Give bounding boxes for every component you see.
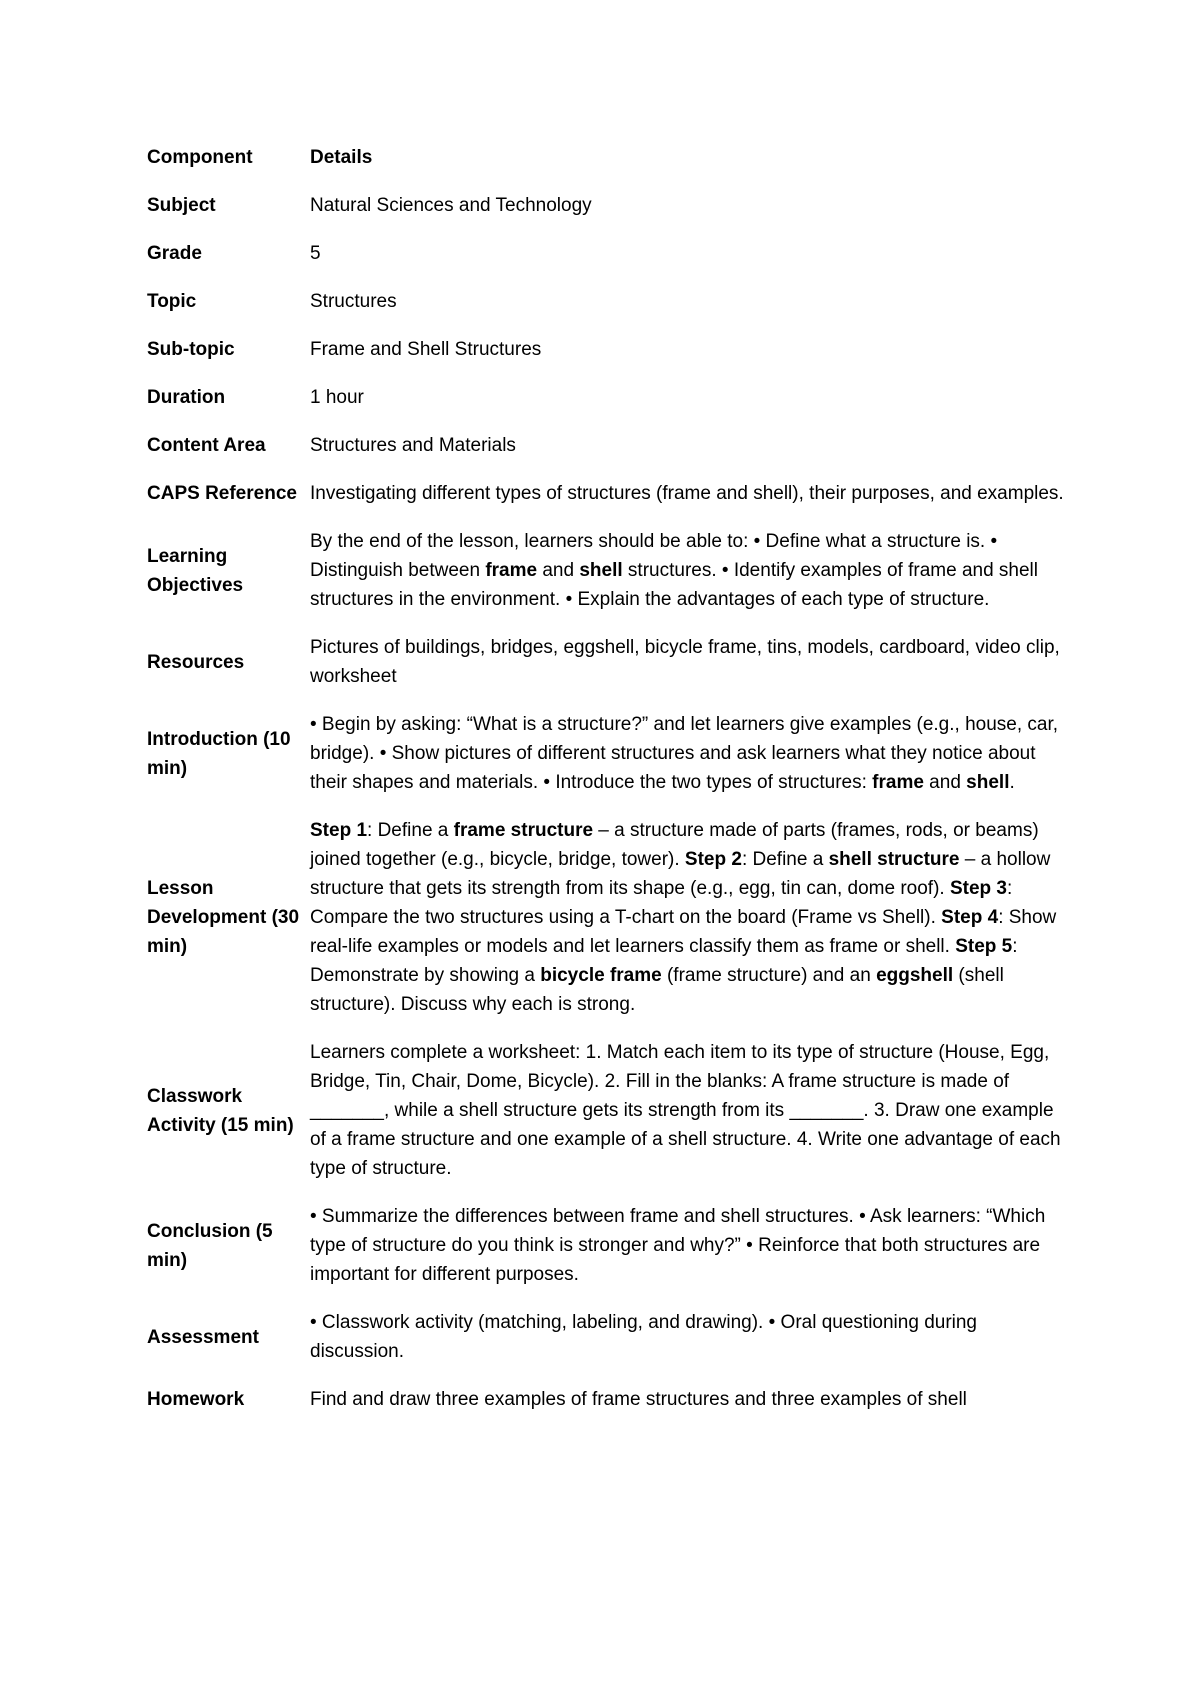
row-value: Frame and Shell Structures	[310, 339, 542, 360]
row-label: Duration	[147, 387, 226, 408]
row-label: Topic	[147, 291, 197, 312]
row-value: Learners complete a worksheet: 1. Match each item to its type of structure (House, Egg, Bridge, Tin, Chair, Dome, Bicycle). 2. Fill in the blanks: A frame structure is made of _______, while a shell structure gets its strength from its _______. 3. Draw one example of a frame structure and one example of a shell structure. 4. Write one advantage of each type of structure.	[310, 1042, 1061, 1179]
header-component: Component	[147, 147, 253, 168]
table-row-duration	[147, 383, 1067, 431]
row-value: Natural Sciences and Technology	[310, 195, 592, 216]
row-label: Classwork Activity (15 min)	[147, 1085, 294, 1136]
row-label: CAPS Reference	[147, 483, 297, 504]
table-header-row	[147, 143, 1067, 191]
lesson-step-3: Step 3	[949, 878, 1008, 899]
lesson-step-5: Step 5	[955, 936, 1013, 957]
row-value: • Summarize the differences between frame and shell structures. • Ask learners: “Which type of structure do you think is stronger and why?” • Reinforce that both structures are important for different purposes.	[310, 1206, 1046, 1285]
objectives-intro: By the end of the lesson, learners should be able to: • Define what a structure is. • Distinguish between	[310, 531, 998, 581]
lesson-text-2a: : Define a	[741, 849, 829, 870]
row-label: Subject	[147, 195, 216, 216]
row-label: Learning Objectives	[147, 545, 244, 596]
objectives-rest: structures. • Identify examples of frame and shell structures in the environment. • Explain the advantages of each type of structure.	[310, 560, 1038, 610]
lesson-bold-5b: eggshell	[876, 965, 954, 986]
row-label: Assessment	[147, 1326, 259, 1348]
table-row-caps-reference	[147, 479, 1067, 527]
lesson-text-1a: : Define a	[367, 820, 454, 841]
row-value: • Classwork activity (matching, labeling, and drawing). • Oral questioning during discussion.	[310, 1312, 978, 1362]
lesson-step-4: Step 4	[941, 907, 999, 928]
row-label: Conclusion (5 min)	[147, 1220, 273, 1271]
row-value: Find and draw three examples of frame structures and three examples of shell	[310, 1389, 967, 1410]
table-row-topic	[147, 287, 1067, 335]
row-value: 5	[310, 243, 321, 264]
row-value	[310, 527, 1067, 633]
table-row-subject	[147, 191, 1067, 239]
introduction-and: and	[923, 772, 967, 793]
row-value: Investigating different types of structures (frame and shell), their purposes, and examples.	[310, 483, 1064, 504]
row-label: Resources	[147, 651, 245, 673]
table-row-learning-objectives	[147, 527, 1067, 633]
row-label: Content Area	[147, 435, 266, 456]
header-details: Details	[310, 147, 373, 168]
table-row-classwork	[147, 1038, 1067, 1202]
row-label: Introduction (10 min)	[147, 728, 291, 779]
objectives-and: and	[537, 560, 580, 581]
table-row-grade	[147, 239, 1067, 287]
table-row-content-area	[147, 431, 1067, 479]
introduction-end: .	[1009, 772, 1015, 793]
objectives-shell: shell	[579, 560, 623, 581]
row-value: Structures	[310, 291, 397, 312]
table-row-conclusion	[147, 1202, 1067, 1308]
row-label: Lesson Development (30 min)	[147, 878, 300, 957]
row-value: Pictures of buildings, bridges, eggshell, bicycle frame, tins, models, cardboard, video clip, worksheet	[310, 637, 1060, 687]
row-value: Structures and Materials	[310, 435, 516, 456]
objectives-frame: frame	[485, 560, 538, 581]
table-row-lesson-development	[147, 816, 1067, 1038]
lesson-plan-table	[147, 143, 1067, 1414]
lesson-step-2: Step 2	[684, 849, 742, 870]
lesson-text-5b: (frame structure) and an	[661, 965, 877, 986]
lesson-bold-5a: bicycle frame	[540, 965, 662, 986]
introduction-text: • Begin by asking: “What is a structure?” and let learners give examples (e.g., house, car, bridge). • Show pictures of different structures and ask learners what they notice about their shapes and materials. • Introduce the two types of structures:	[310, 714, 1059, 793]
introduction-shell: shell	[966, 772, 1010, 793]
row-label: Sub-topic	[147, 339, 235, 360]
lesson-text-1b: – a structure made of parts (frames, rods, or beams) joined together (e.g., bicycle, bridge, tower).	[310, 820, 1039, 870]
table-row-introduction	[147, 710, 1067, 816]
lesson-text-4: : Show real-life examples or models and let learners classify them as frame or shell.	[310, 907, 1057, 957]
table-row-assessment	[147, 1308, 1067, 1385]
table-row-homework	[147, 1385, 1067, 1414]
row-value: 1 hour	[310, 387, 364, 408]
table-row-resources	[147, 633, 1067, 710]
row-label: Homework	[147, 1389, 245, 1410]
lesson-text-3: : Compare the two structures using a T-chart on the board (Frame vs Shell).	[310, 878, 1013, 928]
lesson-text-5c: (shell structure). Discuss why each is strong.	[310, 965, 1004, 1015]
lesson-text-5a: : Demonstrate by showing a	[310, 936, 1018, 986]
row-value	[310, 816, 1067, 1038]
lesson-text-2b: – a hollow structure that gets its strength from its shape (e.g., egg, tin can, dome roof).	[310, 849, 1051, 899]
introduction-frame: frame	[872, 772, 924, 793]
lesson-bold-1: frame structure	[453, 820, 594, 841]
lesson-step-1: Step 1	[310, 820, 368, 841]
lesson-bold-2: shell structure	[828, 849, 960, 870]
row-label: Grade	[147, 243, 202, 264]
table-row-subtopic	[147, 335, 1067, 383]
row-value	[310, 710, 1067, 816]
